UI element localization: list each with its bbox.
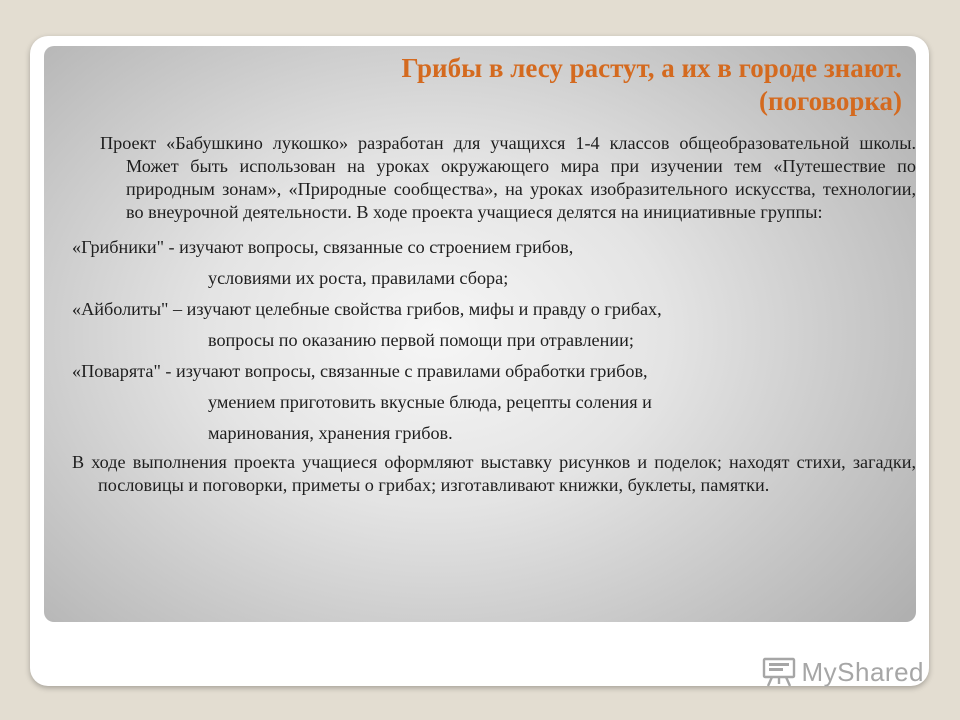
group-povaryata-line-1: «Поварята" - изучают вопросы, связанные с правилами обработки грибов, bbox=[72, 361, 648, 381]
presentation-board-icon bbox=[762, 657, 796, 687]
group-aibolity-line-1: «Айболиты" – изучают целебные свойства грибов, мифы и правду о грибах, bbox=[72, 299, 662, 319]
group-gribniki-line-2: условиями их роста, правилами сбора; bbox=[208, 268, 509, 288]
watermark-text: MyShared bbox=[801, 656, 924, 687]
group-list bbox=[72, 232, 916, 449]
slide-title-line-2: (поговорка) bbox=[758, 86, 902, 116]
slide-body bbox=[72, 132, 916, 497]
group-povaryata-line-2: умением приготовить вкусные блюда, рецепты соления и bbox=[208, 392, 652, 412]
group-povaryata-line-3: маринования, хранения грибов. bbox=[208, 423, 453, 443]
slide-title-line-1: Грибы в лесу растут, а их в городе знают. bbox=[401, 53, 902, 83]
outro-paragraph: В ходе выполнения проекта учащиеся оформляют выставку рисунков и поделок; находят стихи, загадки, пословицы и поговорки, приметы о грибах; изготавливают книжки, буклеты, памятки. bbox=[72, 452, 916, 495]
group-gribniki-line-1: «Грибники" - изучают вопросы, связанные со строением грибов, bbox=[72, 237, 574, 257]
slide-title bbox=[142, 52, 902, 118]
outro-wrap bbox=[72, 451, 916, 497]
watermark-logo[interactable] bbox=[762, 654, 925, 690]
group-aibolity-line-2: вопросы по оказанию первой помощи при отравлении; bbox=[208, 330, 634, 350]
content-panel bbox=[44, 46, 916, 622]
intro-paragraph: Проект «Бабушкино лукошко» разработан для учащихся 1-4 классов общеобразовательной школы. Может быть использован на уроках окружающего мира при изучении тем «Путешествие по природным зонам», «Природные сообщества», на уроках изобразительного искусства, технологии, во внеурочной деятельности. В ходе проекта учащиеся делятся на инициативные группы: bbox=[100, 133, 916, 222]
